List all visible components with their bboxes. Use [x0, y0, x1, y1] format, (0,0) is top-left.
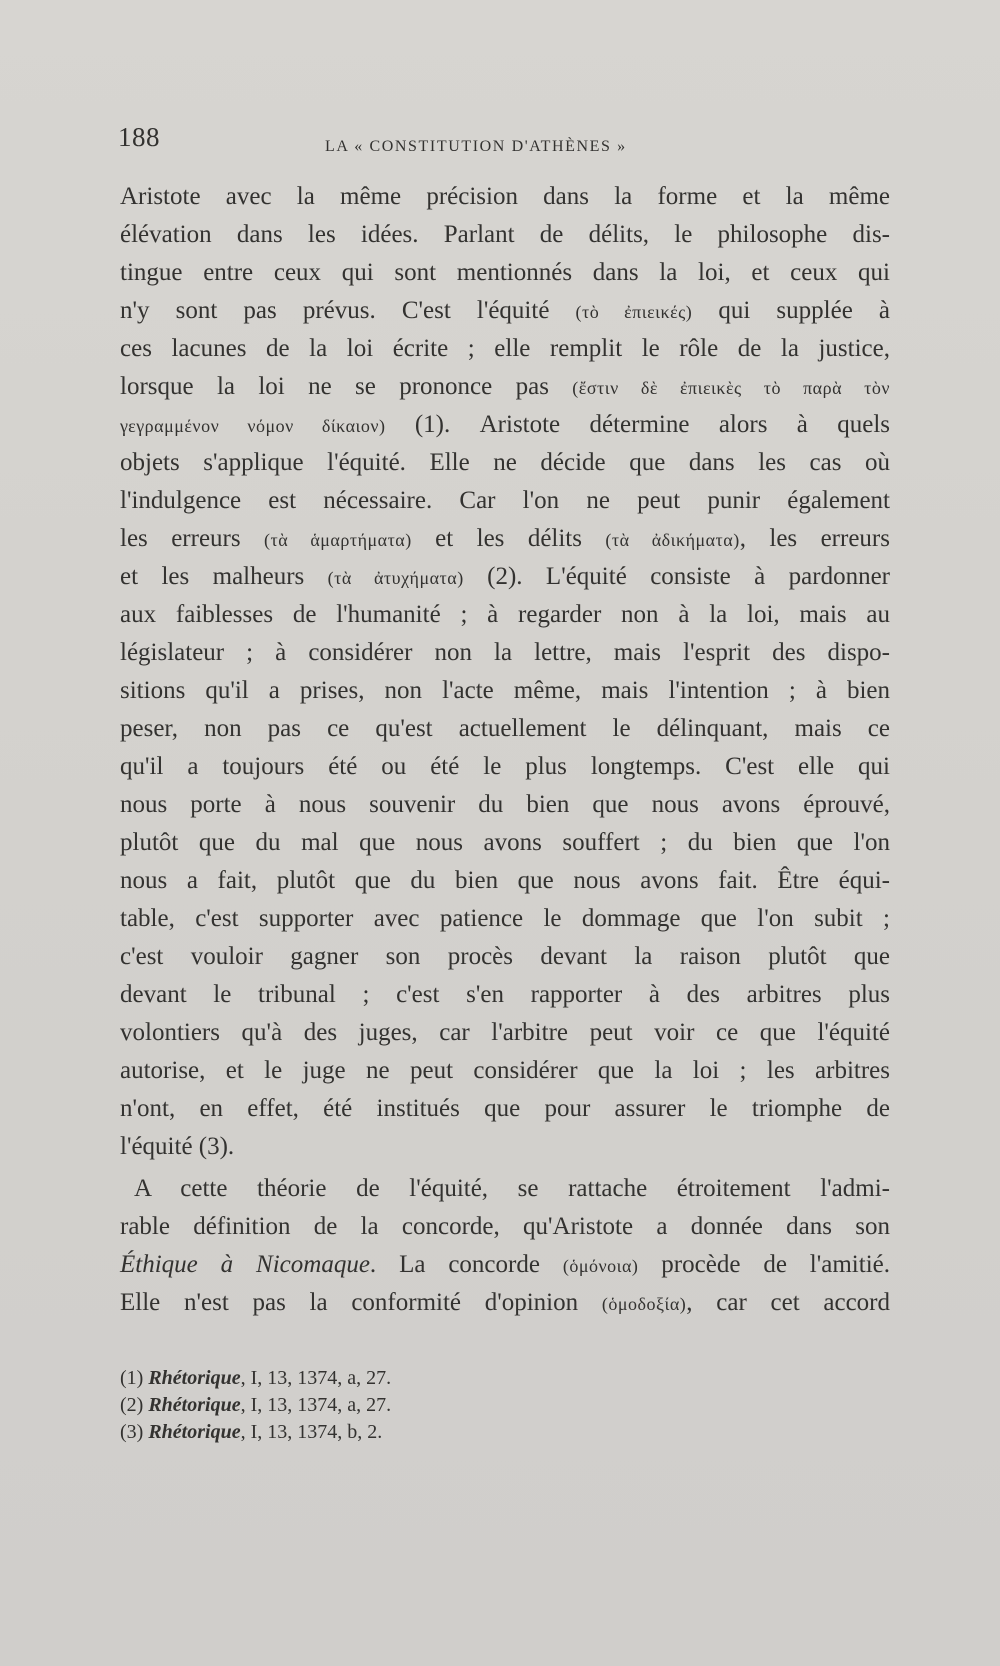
- text-line: Elle n'est pas la conformité d'opinion (ὁμοδοξία), car cet accord: [120, 1289, 890, 1316]
- greek-text: (ὁμόνοια): [562, 1256, 639, 1276]
- running-head: LA « CONSTITUTION D'ATHÈNES »: [325, 138, 627, 155]
- text-line: nous a fait, plutôt que du bien que nous avons fait. Être équi-: [120, 867, 890, 894]
- page-number: 188: [118, 122, 160, 152]
- greek-text: (τὰ ἁμαρτήματα): [264, 530, 412, 550]
- text-line: les erreurs (τὰ ἁμαρτήματα) et les délits (τὰ ἀδικήματα), les erreurs: [120, 525, 890, 552]
- footnote: (3) Rhétorique, I, 13, 1374, b, 2.: [120, 1421, 383, 1443]
- text-line: tingue entre ceux qui sont mentionnés dans la loi, et ceux qui: [120, 259, 890, 286]
- text-line: γεγραμμένον νόμον δίκαιον) (1). Aristote détermine alors à quels: [120, 411, 891, 438]
- greek-text: (τὰ ἀδικήματα): [605, 530, 740, 550]
- text-line: Éthique à Nicomaque. La concorde (ὁμόνοια) procède de l'amitié.: [120, 1251, 890, 1278]
- text-line: élévation dans les idées. Parlant de délits, le philosophe dis-: [120, 221, 890, 248]
- body-text: [120, 178, 890, 1322]
- text-line: lorsque la loi ne se prononce pas (ἔστιν δὲ ἐπιεικὲς τὸ παρὰ τὸν: [120, 373, 890, 400]
- page-header: [118, 122, 888, 162]
- book-title: Éthique à Nicomaque: [120, 1251, 370, 1278]
- text-line: rable définition de la concorde, qu'Aristote a donnée dans son: [120, 1213, 890, 1240]
- greek-text: (τὸ ἐπιεικές): [575, 302, 693, 322]
- greek-text: (τὰ ἀτυχήματα): [327, 568, 464, 588]
- footnote: (1) Rhétorique, I, 13, 1374, a, 27.: [120, 1367, 392, 1389]
- text-line: nous porte à nous souvenir du bien que nous avons éprouvé,: [120, 791, 890, 818]
- text-line: devant le tribunal ; c'est s'en rapporter à des arbitres plus: [120, 981, 890, 1008]
- greek-text: (ὁμοδοξία): [601, 1294, 687, 1314]
- text-line: l'indulgence est nécessaire. Car l'on ne peut punir également: [120, 487, 890, 514]
- text-line: autorise, et le juge ne peut considérer que la loi ; les arbitres: [120, 1057, 890, 1084]
- text-line: c'est vouloir gagner son procès devant la raison plutôt que: [120, 943, 890, 970]
- text-line: Aristote avec la même précision dans la forme et la même: [120, 183, 890, 210]
- text-line: et les malheurs (τὰ ἀτυχήματα) (2). L'équité consiste à pardonner: [120, 563, 890, 590]
- text-line: l'équité (3).: [120, 1133, 235, 1160]
- text-line: aux faiblesses de l'humanité ; à regarder non à la loi, mais au: [120, 601, 890, 628]
- text-line: peser, non pas ce qu'est actuellement le délinquant, mais ce: [120, 715, 890, 742]
- text-line: sitions qu'il a prises, non l'acte même, mais l'intention ; à bien: [120, 677, 890, 704]
- text-line: objets s'applique l'équité. Elle ne décide que dans les cas où: [120, 449, 890, 476]
- text-line: volontiers qu'à des juges, car l'arbitre peut voir ce que l'équité: [120, 1019, 890, 1046]
- text-line: table, c'est supporter avec patience le dommage que l'on subit ;: [120, 905, 890, 932]
- text-line: n'y sont pas prévus. C'est l'équité (τὸ ἐπιεικές) qui supplée à: [120, 297, 890, 324]
- text-line: ces lacunes de la loi écrite ; elle remplit le rôle de la justice,: [120, 335, 890, 362]
- greek-text: γεγραμμένον νόμον δίκαιον): [120, 416, 386, 436]
- footnote: (2) Rhétorique, I, 13, 1374, a, 27.: [120, 1394, 392, 1416]
- footnotes: [120, 1365, 620, 1446]
- text-line: qu'il a toujours été ou été le plus longtemps. C'est elle qui: [120, 753, 890, 780]
- text-line: législateur ; à considérer non la lettre, mais l'esprit des dispo-: [120, 639, 890, 666]
- greek-text: (ἔστιν δὲ ἐπιεικὲς τὸ παρὰ τὸν: [572, 378, 890, 398]
- text-line: A cette théorie de l'équité, se rattache étroitement l'admi-: [134, 1175, 890, 1202]
- text-line: plutôt que du mal que nous avons souffert ; du bien que l'on: [120, 829, 890, 856]
- text-line: n'ont, en effet, été institués que pour assurer le triomphe de: [120, 1095, 890, 1122]
